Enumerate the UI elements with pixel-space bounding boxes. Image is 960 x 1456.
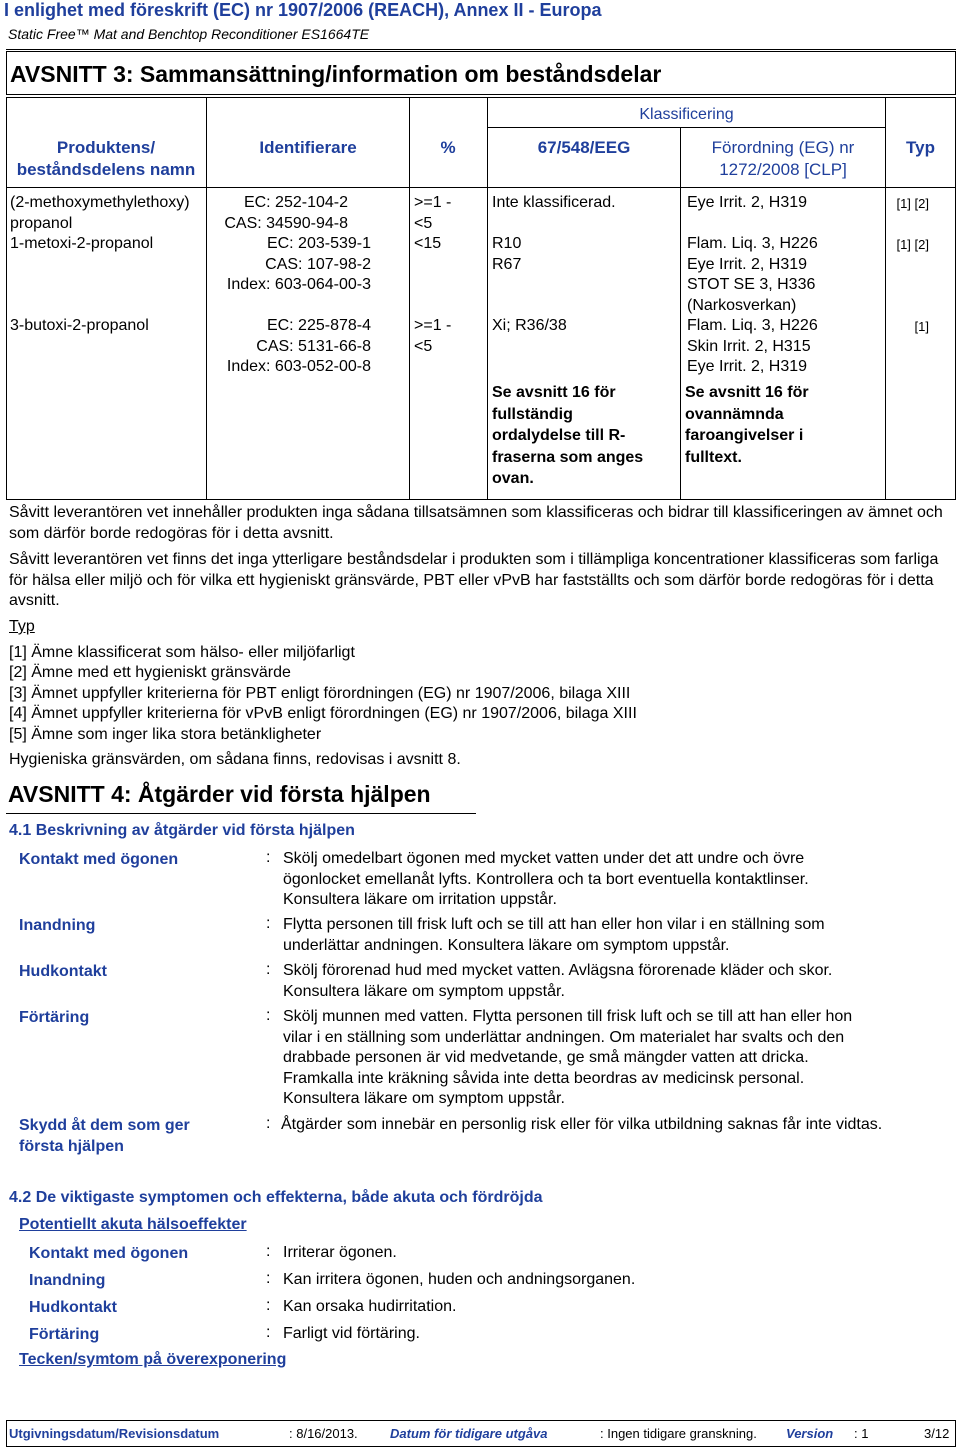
row1-type: [1] [2] [896,196,929,211]
classification-divider [487,127,885,128]
header-eec: 67/548/EEG [537,138,631,157]
acute-text-ingestion: Farligt vid förtäring. [283,1325,420,1342]
section3-title: AVSNITT 3: Sammansättning/information om beståndsdelar [10,61,662,87]
first-aid-text-protection: Åtgärder som innebär en personlig risk eller för vilka utbildning saknas får inte vidtas. [281,1116,883,1133]
first-aid-text-inhalation: Flytta personen till frisk luft och se till att han eller hon vilar i en ställning som underlättar andningen. Konsultera läkare om symptom uppstår. [283,916,825,954]
row3-percent: >=1 - <5 [414,317,452,355]
version-value: : 1 [854,1426,869,1441]
table-bottom-border [6,499,956,500]
colon: : [266,1115,271,1132]
acute-label-inhalation: Inandning [29,1272,106,1289]
acute-label-eyes: Kontakt med ögonen [29,1245,189,1262]
product-name: Static Free™ Mat and Benchtop Reconditioner ES1664TE [8,26,370,42]
additives-paragraph: Såvitt leverantören vet innehåller produkten inga sådana tillsatsämnen som klassificeras och bidrar till klassificeringen av ämnet och som därför borde redogöras för i detta avsnitt. [9,504,943,542]
type-list-item: [5] Ämne som inger lika stora betänkligheter [9,726,322,743]
row2-clp: Flam. Liq. 3, H226 Eye Irrit. 2, H319 STOT SE 3, H336 (Narkosverkan) [687,235,818,314]
header-type: Typ [906,138,935,157]
eec-note: Se avsnitt 16 för fullständig ordalydelse till R- fraserna som anges ovan. [492,384,644,487]
row3-eec: Xi; R36/38 [492,317,567,334]
issue-date-value: : 8/16/2013. [289,1426,358,1441]
page-number: 3/12 [924,1426,950,1441]
acute-label-ingestion: Förtäring [29,1326,100,1343]
col-divider [206,97,207,499]
colon: : [266,961,271,978]
row1-percent: >=1 - <5 [414,194,452,232]
header-bottom-border [6,187,956,188]
previous-date-value: : Ingen tidigare granskning. [600,1426,757,1441]
section4-underline [6,813,476,814]
acute-text-inhalation: Kan irritera ögonen, huden och andningsorganen. [283,1271,636,1288]
first-aid-label-skin: Hudkontakt [19,963,107,980]
row1-name: (2-methoxymethylethoxy) propanol [10,194,190,232]
row3-type: [1] [914,319,929,334]
version-label: Version [786,1426,834,1441]
exposure-limits-note: Hygieniska gränsvärden, om sådana finns, redovisas i avsnitt 8. [9,751,461,768]
clp-note: Se avsnitt 16 för ovannämnda faroangivelser i fulltext. [685,384,809,466]
acute-label-skin: Hudkontakt [29,1299,117,1316]
previous-date-label: Datum för tidigare utgåva [390,1426,548,1441]
row1-eec: Inte klassificerad. [492,194,616,211]
row2-identifier: EC: 203-539-1 CAS: 107-98-2 Index: 603-064-00-3 [226,235,371,293]
header-percent: % [440,138,456,157]
colon: : [266,1007,271,1024]
subsection-4-1-heading: 4.1 Beskrivning av åtgärder vid första hjälpen [9,822,355,839]
section4-title: AVSNITT 4: Åtgärder vid första hjälpen [8,781,431,807]
type-list-item: [2] Ämne med ett hygieniskt gränsvärde [9,664,291,681]
colon: : [266,1270,271,1287]
first-aid-label-ingestion: Förtäring [19,1009,90,1026]
type-list-item: [3] Ämnet uppfyller kriterierna för PBT enligt förordningen (EG) nr 1907/2006, bilaga XIII [9,685,631,702]
first-aid-text-ingestion: Skölj munnen med vatten. Flytta personen till frisk luft och se till att han eller hon vilar i en ställning som underlättar andningen. Om materialet har svalts och den drabbade personen är vid medvetande, ge små mängder vatten att dricka. Framkalla inte kräkning såvida inte detta beordras av medicinsk personal. Konsultera läkare om symptom uppstår. [283,1008,853,1107]
header-name: Produktens/ beståndsdelens namn [16,138,196,179]
subsection-4-2-heading: 4.2 De viktigaste symptomen och effekterna, både akuta och fördröjda [9,1189,543,1206]
row3-identifier: EC: 225-878-4 CAS: 5131-66-8 Index: 603-052-00-8 [226,317,371,375]
type-heading: Typ [9,618,35,635]
ingredients-paragraph: Såvitt leverantören vet finns det inga ytterligare beståndsdelar i produkten som i tillämpliga koncentrationer klassificeras som farliga för hälsa eller miljö och för vilka ett hygieniskt gränsvärde, PBT eller vPvB har fastställts och som därför borde redogöras för i detta avsnitt. [9,551,939,609]
row3-name: 3-butoxi-2-propanol [10,317,149,334]
row1-identifier: EC: 252-104-2 CAS: 34590-94-8 [224,194,348,232]
table-border-left [6,97,7,499]
first-aid-text-eyes: Skölj omedelbart ögonen med mycket vatten under det att undre och övre ögonlocket emellanåt lyfts. Kontrollera och ta bort eventuella kontaktlinser. Konsultera läkare om irritation uppstår. [283,850,809,908]
row2-percent: <15 [414,235,442,252]
colon: : [266,915,271,932]
table-border-right [955,97,956,499]
type-list-item: [1] Ämne klassificerat som hälso- eller miljöfarligt [9,644,355,661]
table-top-border [6,97,956,98]
header-clp: Förordning (EG) nr 1272/2008 [CLP] [711,138,855,179]
row2-eec: R10 R67 [492,235,522,273]
overexposure-heading: Tecken/symtom på överexponering [19,1351,287,1368]
first-aid-label-protection: Skydd åt dem som ger första hjälpen [19,1117,190,1155]
issue-date-label: Utgivningsdatum/Revisionsdatum [9,1426,220,1441]
document-title: I enlighet med föreskrift (EC) nr 1907/2006 (REACH), Annex II - Europa [4,0,602,20]
colon: : [266,849,271,866]
header-identifier: Identifierare [259,138,357,157]
acute-effects-heading: Potentiellt akuta hälsoeffekter [19,1216,247,1233]
header-divider [6,49,956,50]
row2-type: [1] [2] [896,237,929,252]
first-aid-label-inhalation: Inandning [19,917,96,934]
row3-clp: Flam. Liq. 3, H226 Skin Irrit. 2, H315 Eye Irrit. 2, H319 [687,317,818,375]
acute-text-eyes: Irriterar ögonen. [283,1244,397,1261]
type-list-item: [4] Ämnet uppfyller kriterierna för vPvB enligt förordningen (EG) nr 1907/2006, bilaga XIII [9,705,637,722]
first-aid-text-skin: Skölj förorenad hud med mycket vatten. Avlägsna förorenade kläder och skor. Konsultera läkare om symptom uppstår. [283,962,833,1000]
colon: : [266,1243,271,1260]
first-aid-label-eyes: Kontakt med ögonen [19,851,179,868]
header-classification: Klassificering [639,106,734,123]
row2-name: 1-metoxi-2-propanol [10,235,154,252]
colon: : [266,1297,271,1314]
acute-text-skin: Kan orsaka hudirritation. [283,1298,457,1315]
colon: : [266,1324,271,1341]
row1-clp: Eye Irrit. 2, H319 [687,194,808,211]
col-divider [680,127,681,499]
